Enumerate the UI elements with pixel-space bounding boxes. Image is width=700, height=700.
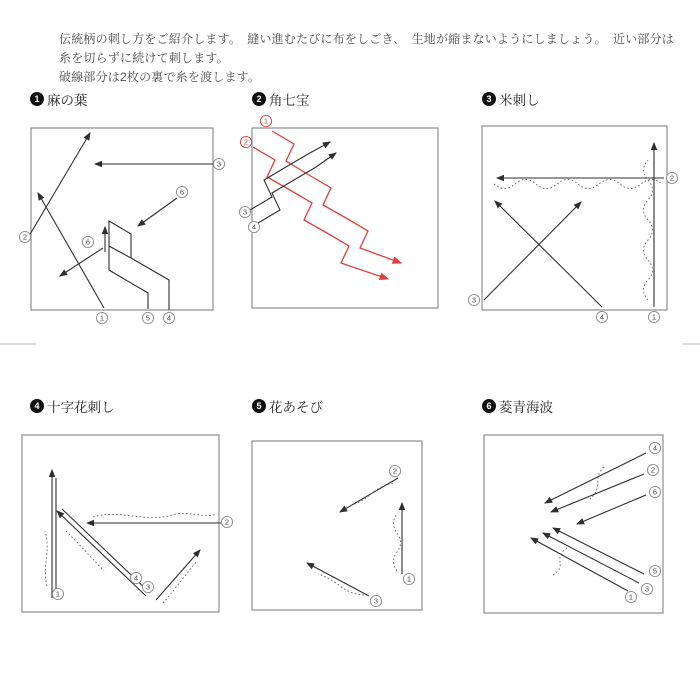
svg-text:4: 4 — [133, 573, 139, 583]
svg-text:1: 1 — [628, 592, 634, 602]
intro-line-1: 伝統柄の刺し方をご紹介します。 縫い進むたびに布をしごき、 生地が縮まないようにしましょう。 近い部分は糸を切らずに続けて刺します。 — [59, 32, 674, 65]
title-komezashi: 米刺し — [499, 93, 540, 108]
title-juujihana: 十字花刺し — [47, 400, 115, 415]
step-label — [649, 486, 660, 497]
title-hanaasobi: 花あそび — [269, 400, 323, 415]
svg-text:1: 1 — [651, 312, 657, 322]
step-label — [142, 312, 153, 323]
step-label — [649, 565, 660, 576]
diagram-kakushippo — [239, 115, 438, 308]
step-label — [82, 236, 93, 247]
step-label — [240, 136, 251, 147]
step-label — [260, 115, 271, 126]
svg-text:3: 3 — [644, 584, 650, 594]
svg-text:3: 3 — [471, 295, 477, 305]
step-label — [468, 294, 479, 305]
diagram-komezashi — [468, 126, 677, 323]
step-label — [130, 572, 141, 583]
stitch-panel — [31, 128, 213, 310]
step-label — [648, 311, 659, 322]
step-label — [52, 588, 63, 599]
svg-text:1: 1 — [55, 589, 61, 599]
svg-text:4: 4 — [652, 443, 658, 453]
step-label — [403, 573, 414, 584]
svg-text:3: 3 — [242, 207, 248, 217]
step-label — [96, 312, 107, 323]
step-label — [163, 312, 174, 323]
title-kakushippo: 角七宝 — [269, 93, 310, 108]
diagram-asanoha — [19, 128, 224, 324]
svg-text:6: 6 — [85, 237, 91, 247]
diagram-hanaasobi — [252, 441, 422, 610]
svg-text:2: 2 — [243, 137, 249, 147]
badge-6: 6 — [482, 399, 496, 413]
badge-3: 3 — [482, 92, 496, 106]
stitch-panel — [482, 126, 667, 310]
step-label — [221, 516, 232, 527]
svg-text:3: 3 — [145, 582, 151, 592]
svg-text:5: 5 — [145, 313, 151, 323]
svg-text:6: 6 — [652, 487, 658, 497]
step-label — [647, 464, 658, 475]
svg-text:1: 1 — [99, 313, 105, 323]
step-label — [649, 442, 660, 453]
intro-line-2: 破線部分は2枚の裏で糸を渡します。 — [59, 70, 261, 84]
svg-text:3: 3 — [373, 596, 379, 606]
svg-text:6: 6 — [179, 187, 185, 197]
svg-text:2: 2 — [669, 173, 675, 183]
svg-text:4: 4 — [599, 312, 605, 322]
step-label — [19, 231, 30, 242]
svg-text:1: 1 — [406, 574, 412, 584]
badge-1: 1 — [30, 92, 44, 106]
svg-text:2: 2 — [224, 517, 230, 527]
badge-4: 4 — [30, 399, 44, 413]
title-hishiseigaiha: 菱青海波 — [499, 400, 553, 415]
svg-text:1: 1 — [263, 116, 269, 126]
diagram-hishiseigaiha — [484, 435, 663, 613]
step-label — [176, 186, 187, 197]
step-label — [666, 172, 677, 183]
svg-text:4: 4 — [166, 313, 172, 323]
svg-text:2: 2 — [650, 465, 656, 475]
step-label — [625, 591, 636, 602]
step-label — [239, 206, 250, 217]
svg-text:3: 3 — [216, 159, 222, 169]
step-label — [389, 465, 400, 476]
step-label — [248, 221, 259, 232]
step-label — [142, 581, 153, 592]
title-asanoha: 麻の葉 — [47, 93, 88, 108]
badge-5: 5 — [252, 399, 266, 413]
svg-text:4: 4 — [251, 222, 257, 232]
svg-text:5: 5 — [652, 566, 658, 576]
svg-text:2: 2 — [22, 232, 28, 242]
badge-2: 2 — [252, 92, 266, 106]
step-label — [370, 595, 381, 606]
step-label — [596, 311, 607, 322]
step-label — [641, 583, 652, 594]
step-label — [213, 158, 224, 169]
svg-text:2: 2 — [392, 466, 398, 476]
diagram-juujihana — [22, 435, 233, 612]
stitch-panel — [484, 435, 663, 613]
